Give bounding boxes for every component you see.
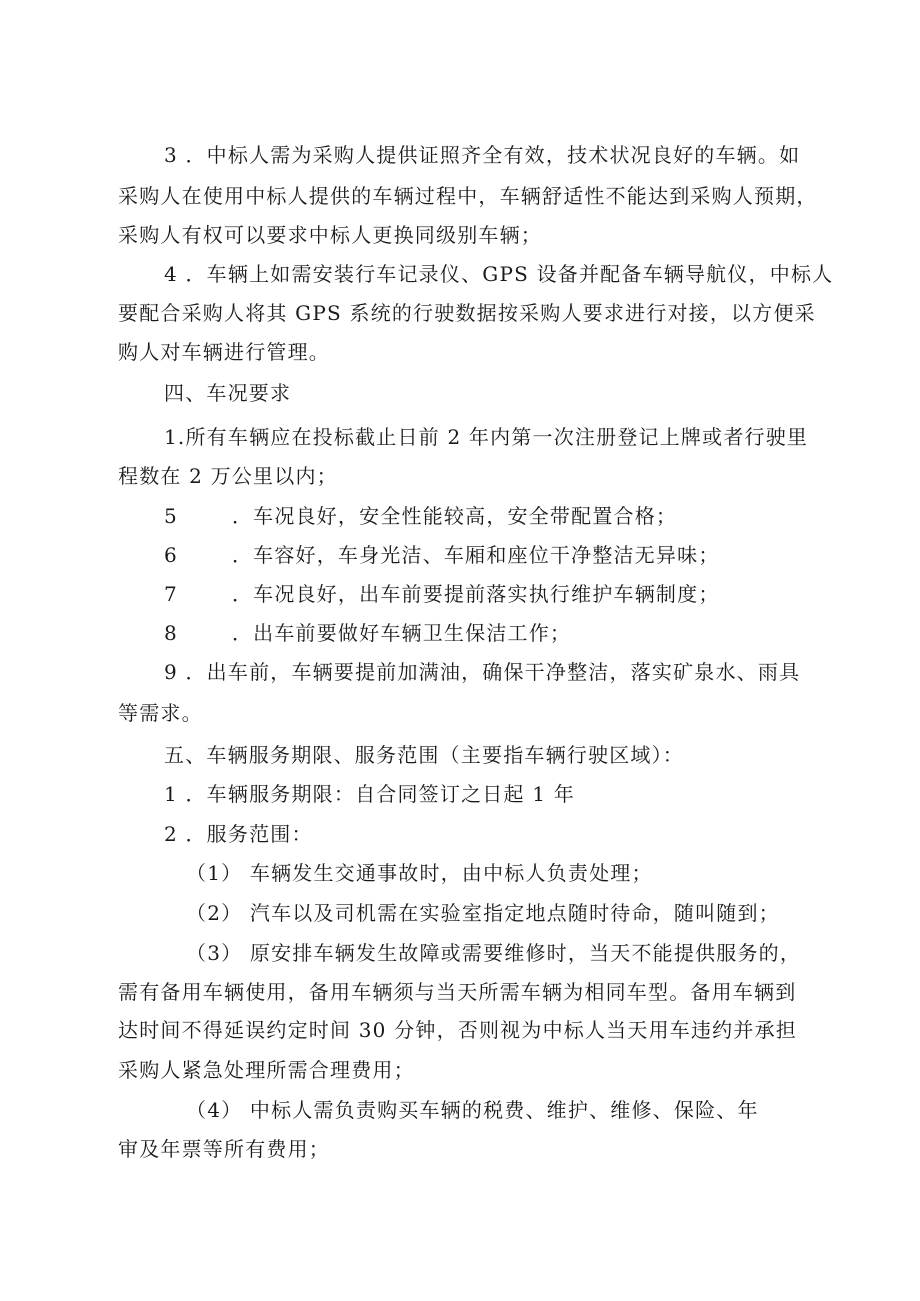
s4-item-8-text: ．出车前要做好车辆卫生保洁工作；	[231, 621, 572, 645]
s4-item-7-number: 7	[164, 582, 178, 606]
sub-item-4-line-2: 审及年票等所有费用；	[118, 1137, 330, 1161]
s5-item-2: 2 ．服务范围：	[164, 822, 313, 846]
item-3-line-2: 采购人在使用中标人提供的车辆过程中，车辆舒适性不能达到采购人预期，	[118, 184, 818, 208]
s4-item-6-text: ．车容好，车身光洁、车厢和座位干净整洁无异味；	[231, 543, 720, 567]
s4-item-5-text: ．车况良好，安全性能较高，安全带配置合格；	[231, 504, 678, 528]
item-4-line-3: 购人对车辆进行管理。	[118, 340, 330, 364]
sub-item-3-line-1: （3） 原安排车辆发生故障或需要维修时，当天不能提供服务的，	[186, 941, 802, 965]
s4-item-1-line-1: 1.所有车辆应在投标截止日前 2 年内第一次注册登记上牌或者行驶里	[164, 425, 809, 449]
s5-item-1: 1 ．车辆服务期限：自合同签订之日起 1 年	[164, 782, 575, 806]
sub-item-2: （2） 汽车以及司机需在实验室指定地点随时待命，随叫随到；	[186, 901, 780, 925]
s4-item-6	[164, 542, 720, 568]
item-4-line-1: 4 ．车辆上如需安装行车记录仪、GPS 设备并配备车辆导航仪，中标人	[164, 262, 834, 286]
sub-item-3-line-2: 需有备用车辆使用，备用车辆须与当天所需车辆为相同车型。备用车辆到	[118, 980, 797, 1004]
section-5-heading: 五、车辆服务期限、服务范围（主要指车辆行驶区域）：	[164, 743, 684, 767]
item-3-line-1: 3 ．中标人需为采购人提供证照齐全有效，技术状况良好的车辆。如	[164, 143, 801, 167]
item-3-line-3: 采购人有权可以要求中标人更换同级别车辆；	[118, 223, 542, 247]
s4-item-6-number: 6	[164, 543, 178, 567]
s4-item-5-number: 5	[164, 504, 178, 528]
s4-item-5	[164, 503, 677, 529]
sub-item-3-line-4: 采购人紧急处理所需合理费用；	[118, 1058, 415, 1082]
s4-item-8-number: 8	[164, 621, 178, 645]
s4-item-7-text: ．车况良好，出车前要提前落实执行维护车辆制度；	[231, 582, 720, 606]
s4-item-9-line-1: 9 ．出车前，车辆要提前加满油，确保干净整洁，落实矿泉水、雨具	[164, 660, 801, 684]
s4-item-7	[164, 581, 720, 607]
sub-item-4-line-1: （4） 中标人需负责购买车辆的税费、维护、维修、保险、年	[186, 1098, 759, 1122]
item-4-line-2: 要配合采购人将其 GPS 系统的行驶数据按采购人要求进行对接，以方便采	[118, 301, 816, 325]
sub-item-3-line-3: 达时间不得延误约定时间 30 分钟，否则视为中标人当天用车违约并承担	[118, 1018, 797, 1042]
section-4-heading: 四、车况要求	[164, 381, 292, 405]
s4-item-8	[164, 620, 571, 646]
sub-item-1: （1） 车辆发生交通事故时，由中标人负责处理；	[186, 861, 653, 885]
s4-item-9-line-2: 等需求。	[118, 701, 203, 725]
s4-item-1-line-2: 程数在 2 万公里以内；	[118, 464, 338, 488]
